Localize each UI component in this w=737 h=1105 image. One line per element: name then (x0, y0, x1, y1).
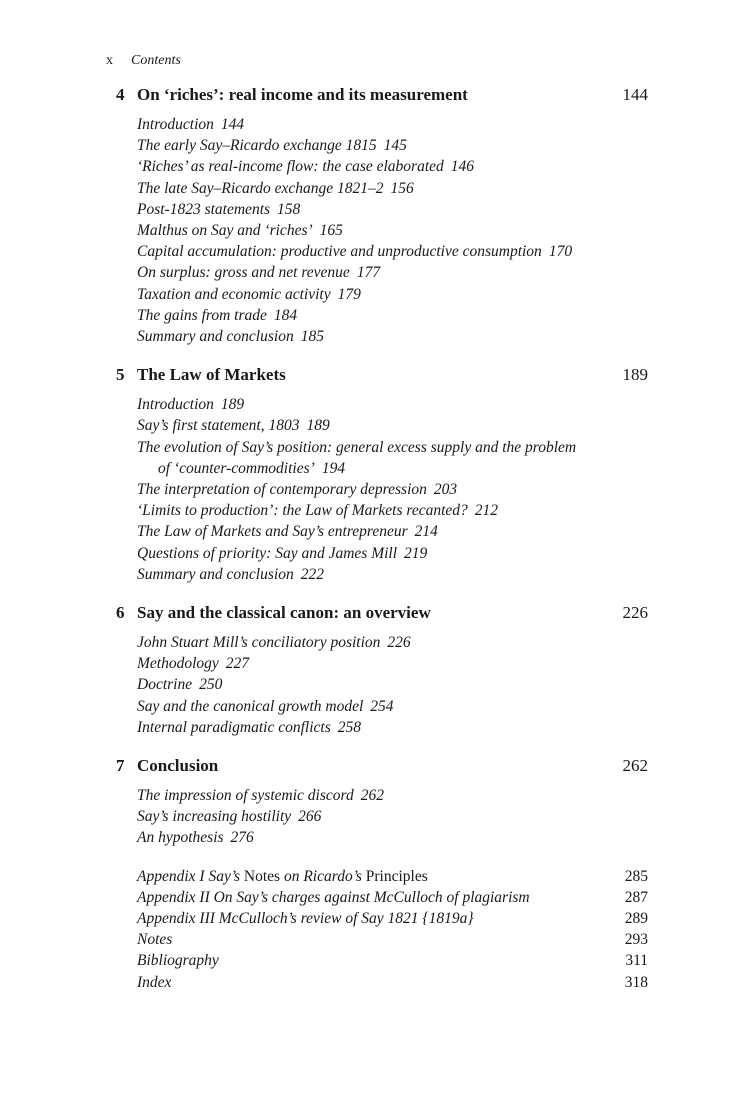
chapter-title: Conclusion (137, 756, 219, 776)
section-title: Introduction (137, 116, 214, 133)
section-page-number: 222 (300, 565, 324, 583)
back-matter-title (137, 974, 171, 991)
section-page-number: 189 (306, 417, 330, 435)
section-entry[interactable] (137, 241, 648, 262)
section-title: Taxation and economic activity (137, 285, 331, 303)
back-matter-title (137, 952, 219, 969)
section-entry[interactable] (137, 437, 648, 479)
chapter-title: The Law of Markets (137, 365, 286, 385)
back-matter-entry[interactable] (137, 950, 648, 971)
section-page-number: 214 (414, 523, 438, 541)
running-head-title: Contents (131, 53, 181, 68)
back-matter-title (137, 931, 172, 948)
section-title: The late Say–Ricardo exchange 1821–2 (137, 179, 384, 197)
section-page-number: 184 (273, 306, 298, 324)
section-entry[interactable] (137, 632, 648, 653)
chapter-heading[interactable] (114, 84, 648, 106)
chapter-heading[interactable] (114, 364, 648, 386)
section-list (137, 394, 648, 585)
back-matter-entry[interactable] (137, 972, 648, 993)
back-matter-page-number: 311 (625, 952, 648, 970)
section-list (137, 632, 648, 738)
section-title: The gains from trade (137, 306, 267, 324)
chapter-heading[interactable] (114, 755, 648, 777)
back-matter-title-part: Bibliography (137, 952, 219, 970)
section-page-number: 212 (474, 502, 499, 520)
running-head (106, 52, 181, 70)
section-title: Say’s first statement, 1803 (137, 417, 300, 435)
section-entry[interactable] (137, 500, 648, 521)
section-page-number: 266 (298, 808, 322, 826)
section-page-number: 145 (383, 137, 407, 155)
section-title: The impression of systemic discord (137, 787, 354, 805)
section-entry[interactable] (137, 284, 648, 305)
section-page-number: 156 (390, 179, 414, 197)
section-page-number: 170 (548, 243, 573, 261)
section-title: Internal paradigmatic conflicts (137, 718, 331, 736)
section-title: Doctrine (137, 676, 193, 694)
back-matter-title (137, 868, 428, 885)
back-matter-title-part: on Ricardo’s (280, 867, 366, 885)
section-entry[interactable] (137, 717, 648, 738)
section-entry[interactable] (137, 199, 648, 220)
section-title: An hypothesis (137, 829, 224, 847)
section-title: ‘Riches’ as real-income flow: the case elaborated (137, 158, 444, 176)
section-title: The evolution of Say’s position: general excess supply and the problem (137, 438, 577, 456)
section-entry[interactable] (137, 114, 648, 135)
section-title: Say and the canonical growth model (137, 697, 364, 715)
section-title: Malthus on Say and ‘riches’ (137, 222, 313, 240)
section-page-number: 158 (277, 200, 301, 218)
chapter-heading[interactable] (114, 602, 648, 624)
section-entry[interactable] (137, 785, 648, 806)
section-page-number: 258 (337, 718, 361, 736)
chapter-number: 6 (116, 603, 125, 623)
section-list (137, 785, 648, 849)
chapter-entry (114, 364, 648, 585)
section-page-number: 165 (319, 222, 343, 240)
section-entry[interactable] (137, 674, 648, 695)
section-page-number: 250 (199, 676, 223, 694)
back-matter-title-part: Appendix III McCulloch’s review of Say 1821 {1819a} (137, 910, 474, 928)
section-entry[interactable] (137, 394, 648, 415)
back-matter-page-number: 318 (624, 973, 648, 991)
section-page-number: 144 (220, 116, 245, 133)
back-matter-title (137, 889, 530, 906)
section-title: Methodology (137, 655, 219, 673)
back-matter-list (137, 866, 648, 993)
section-entry[interactable] (137, 653, 648, 674)
back-matter-title-part: Principles (365, 867, 428, 885)
back-matter-title-part: Appendix I Say’s (137, 867, 244, 885)
back-matter-entry[interactable] (137, 866, 648, 887)
chapter-entry (114, 602, 648, 738)
back-matter-title-part: Appendix II On Say’s charges against McCulloch of plagiarism (137, 888, 530, 906)
section-page-number: 203 (433, 481, 458, 499)
section-entry[interactable] (137, 178, 648, 199)
section-entry[interactable] (137, 156, 648, 177)
section-title-continuation: of ‘counter-commodities’ (158, 459, 315, 477)
section-entry[interactable] (137, 521, 648, 542)
section-title: The early Say–Ricardo exchange 1815 (137, 137, 377, 155)
section-title: The Law of Markets and Say’s entrepreneur (137, 523, 408, 541)
chapter-title: Say and the classical canon: an overview (137, 603, 431, 623)
section-entry[interactable] (137, 220, 648, 241)
section-entry[interactable] (137, 696, 648, 717)
back-matter-entry[interactable] (137, 929, 648, 950)
section-entry[interactable] (137, 806, 648, 827)
section-entry[interactable] (137, 326, 648, 347)
section-page-number: 262 (360, 787, 384, 805)
section-title: Introduction (137, 396, 214, 414)
section-title: Summary and conclusion (137, 565, 294, 583)
chapter-page-number: 226 (622, 603, 648, 623)
section-title: On surplus: gross and net revenue (137, 264, 350, 282)
chapter-title: On ‘riches’: real income and its measurement (137, 85, 468, 104)
section-page-number: 177 (356, 264, 381, 282)
section-title: ‘Limits to production’: the Law of Markets recanted? (137, 502, 468, 520)
chapter-entry (114, 84, 648, 347)
section-title: Say’s increasing hostility (137, 808, 292, 826)
section-entry[interactable] (137, 415, 648, 436)
section-title: Summary and conclusion (137, 328, 294, 346)
section-entry[interactable] (137, 262, 648, 283)
section-page-number: 254 (370, 697, 394, 715)
section-title: John Stuart Mill’s conciliatory position (137, 634, 381, 652)
back-matter-entry[interactable] (137, 887, 648, 908)
back-matter-title-part: Notes (243, 867, 281, 885)
section-title: Capital accumulation: productive and unproductive consumption (137, 243, 542, 261)
section-page-number: 227 (225, 655, 250, 673)
back-matter-title-part: Notes (137, 931, 173, 949)
section-entry[interactable] (137, 479, 648, 500)
back-matter-page-number: 287 (624, 888, 648, 906)
section-page-number: 194 (321, 459, 346, 477)
section-page-number: 226 (387, 634, 411, 652)
table-of-contents (114, 84, 648, 993)
back-matter-title-part: Index (137, 973, 172, 991)
section-title: Questions of priority: Say and James Mill (137, 544, 398, 562)
section-entry[interactable] (137, 564, 648, 585)
section-page-number: 185 (300, 328, 324, 346)
section-page-number: 276 (230, 829, 254, 847)
chapter-number: 4 (116, 85, 125, 104)
back-matter-page-number: 285 (624, 867, 648, 885)
chapter-page-number: 144 (622, 85, 648, 104)
section-page-number: 219 (404, 544, 428, 562)
section-page-number: 146 (450, 158, 475, 176)
section-page-number: 179 (337, 285, 361, 303)
chapter-number: 5 (116, 365, 125, 385)
section-entry[interactable] (137, 543, 648, 564)
chapter-number: 7 (116, 756, 125, 776)
section-title-continued (137, 458, 648, 479)
back-matter-title (137, 910, 474, 927)
section-title: The interpretation of contemporary depression (137, 481, 427, 499)
section-entry[interactable] (137, 135, 648, 156)
chapter-page-number: 189 (622, 365, 648, 385)
chapter-page-number: 262 (622, 756, 648, 776)
back-matter-page-number: 293 (624, 931, 648, 949)
running-head-page-number: x (106, 53, 113, 68)
section-list (137, 114, 648, 347)
section-title: Post-1823 statements (137, 200, 271, 218)
chapter-entry (114, 755, 648, 849)
section-entry[interactable] (137, 827, 648, 848)
back-matter-entry[interactable] (137, 908, 648, 929)
back-matter-page-number: 289 (624, 910, 648, 928)
section-page-number: 189 (220, 396, 245, 414)
section-entry[interactable] (137, 305, 648, 326)
